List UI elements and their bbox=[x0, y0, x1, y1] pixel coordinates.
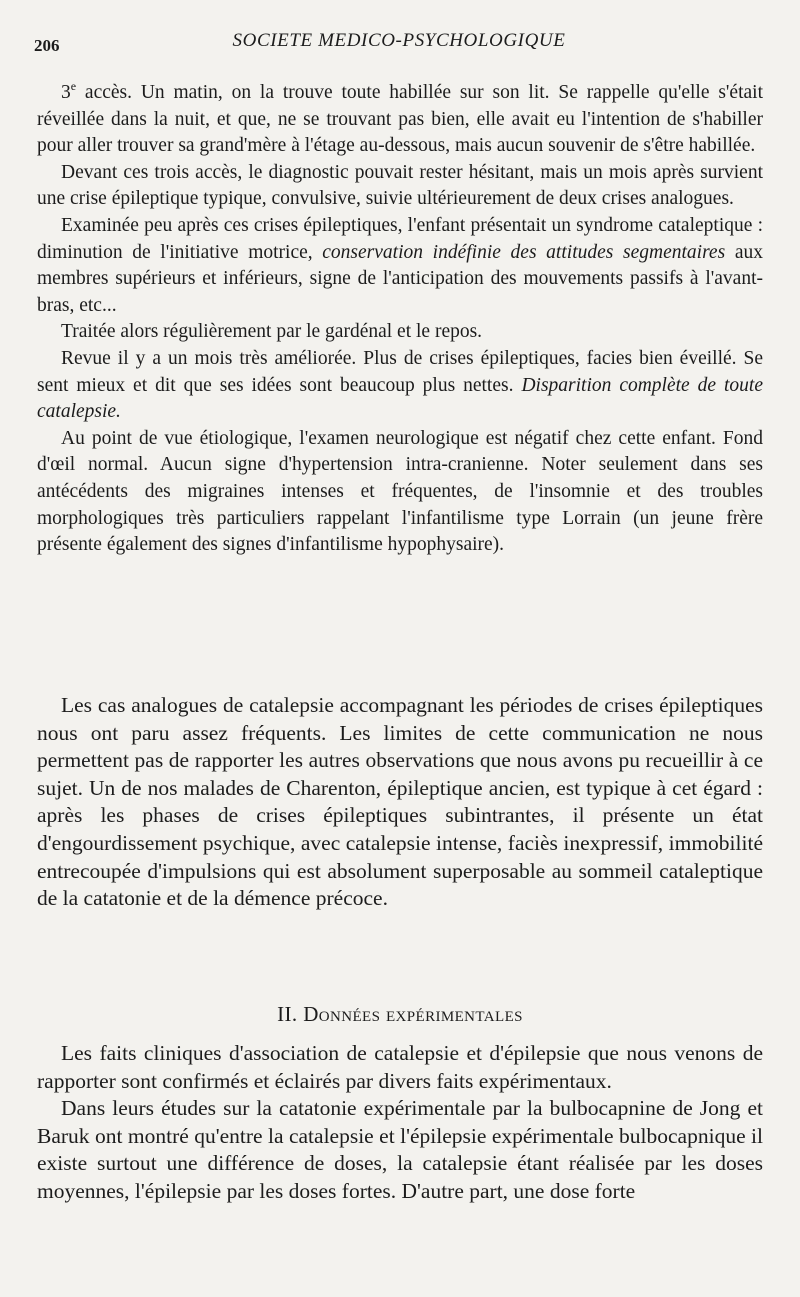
page-number: 206 bbox=[34, 36, 60, 55]
section-title: Données expérimentales bbox=[303, 1002, 523, 1026]
case-paragraph bbox=[37, 213, 763, 319]
discussion-block bbox=[37, 692, 763, 913]
section-heading bbox=[0, 1002, 800, 1027]
case-paragraph-text: Examinée peu après ces crises épileptiques, l'enfant présentait un syndrome cataleptique : diminution de l'initiative motrice, bbox=[37, 214, 763, 263]
ordinal-number: 3 bbox=[61, 82, 71, 103]
case-paragraph: Au point de vue étiologique, l'examen neurologique est négatif chez cette enfant. Fond d'œil normal. Aucun signe d'hypertension intra-cranienne. Noter seulement dans ses antécédents des migraines intenses et fréquentes, de l'insomnie et des troubles morphologiques très particuliers rappelant l'infantilisme type Lorrain (un jeune frère présente également des signes d'infantilisme hypophysaire). bbox=[37, 427, 763, 556]
case-paragraph bbox=[37, 346, 763, 426]
case-paragraph bbox=[37, 80, 763, 160]
case-paragraph-text: accès. Un matin, on la trouve toute habillée sur son lit. Se rappelle qu'elle s'était réveillée dans la nuit, et que, ne se trouvant pas bien, elle avait eu l'intention de s'habiller pour aller trouver sa grand'mère à l'étage au-dessous, mais aucun souvenir de s'être habillée. bbox=[37, 82, 763, 157]
ordinal-suffix: e bbox=[70, 79, 77, 93]
emphasis-text: conservation indéfinie des attitudes segmentaires bbox=[322, 241, 726, 263]
running-title: SOCIETE MEDICO-PSYCHOLOGIQUE bbox=[232, 30, 566, 51]
case-report bbox=[37, 80, 763, 559]
emphasis-text: Disparition complète de toute catalepsie. bbox=[37, 374, 764, 423]
page-header bbox=[34, 30, 764, 58]
case-paragraph: Traitée alors régulièrement par le gardénal et le repos. bbox=[61, 321, 483, 343]
body-paragraph: Les cas analogues de catalepsie accompagnant les périodes de crises épileptiques nous ont paru assez fréquents. Les limites de cette communication ne nous permettent pas de rapporter les autres observations que nous avons pu recueillir à ce sujet. Un de nos malades de Charenton, épileptique ancien, est typique à cet égard : après les phases de crises épileptiques subintrantes, il présente un état d'engourdissement psychique, avec catalepsie intense, faciès inexpressif, immobilité entrecoupée d'impulsions qui est absolument superposable au sommeil cataleptique de la catatonie et de la démence précoce. bbox=[37, 693, 763, 911]
body-paragraph: Dans leurs études sur la catatonie expérimentale par la bulbocapnine de Jong et Baruk ont montré qu'entre la catalepsie et l'épilepsie expérimentale bulbocapnique il existe surtout une différence de doses, la catalepsie étant réalisée par les doses moyennes, l'épilepsie par les doses fortes. D'autre part, une dose forte bbox=[37, 1096, 763, 1203]
experimental-block bbox=[37, 1040, 763, 1206]
section-number: II. bbox=[277, 1002, 298, 1026]
case-paragraph: Devant ces trois accès, le diagnostic pouvait rester hésitant, mais un mois après survient une crise épileptique typique, convulsive, suivie ultérieurement de deux crises analogues. bbox=[37, 161, 763, 210]
body-paragraph: Les faits cliniques d'association de catalepsie et d'épilepsie que nous venons de rapporter sont confirmés et éclairés par divers faits expérimentaux. bbox=[37, 1041, 763, 1093]
case-paragraph-text: aux membres supérieurs et inférieurs, signe de l'anticipation des mouvements passifs à l'avant-bras, etc... bbox=[37, 241, 763, 316]
case-paragraph-text: Revue il y a un mois très améliorée. Plus de crises épileptiques, facies bien éveillé. Se sent mieux et dit que ses idées sont beaucoup plus nettes. bbox=[37, 347, 763, 396]
